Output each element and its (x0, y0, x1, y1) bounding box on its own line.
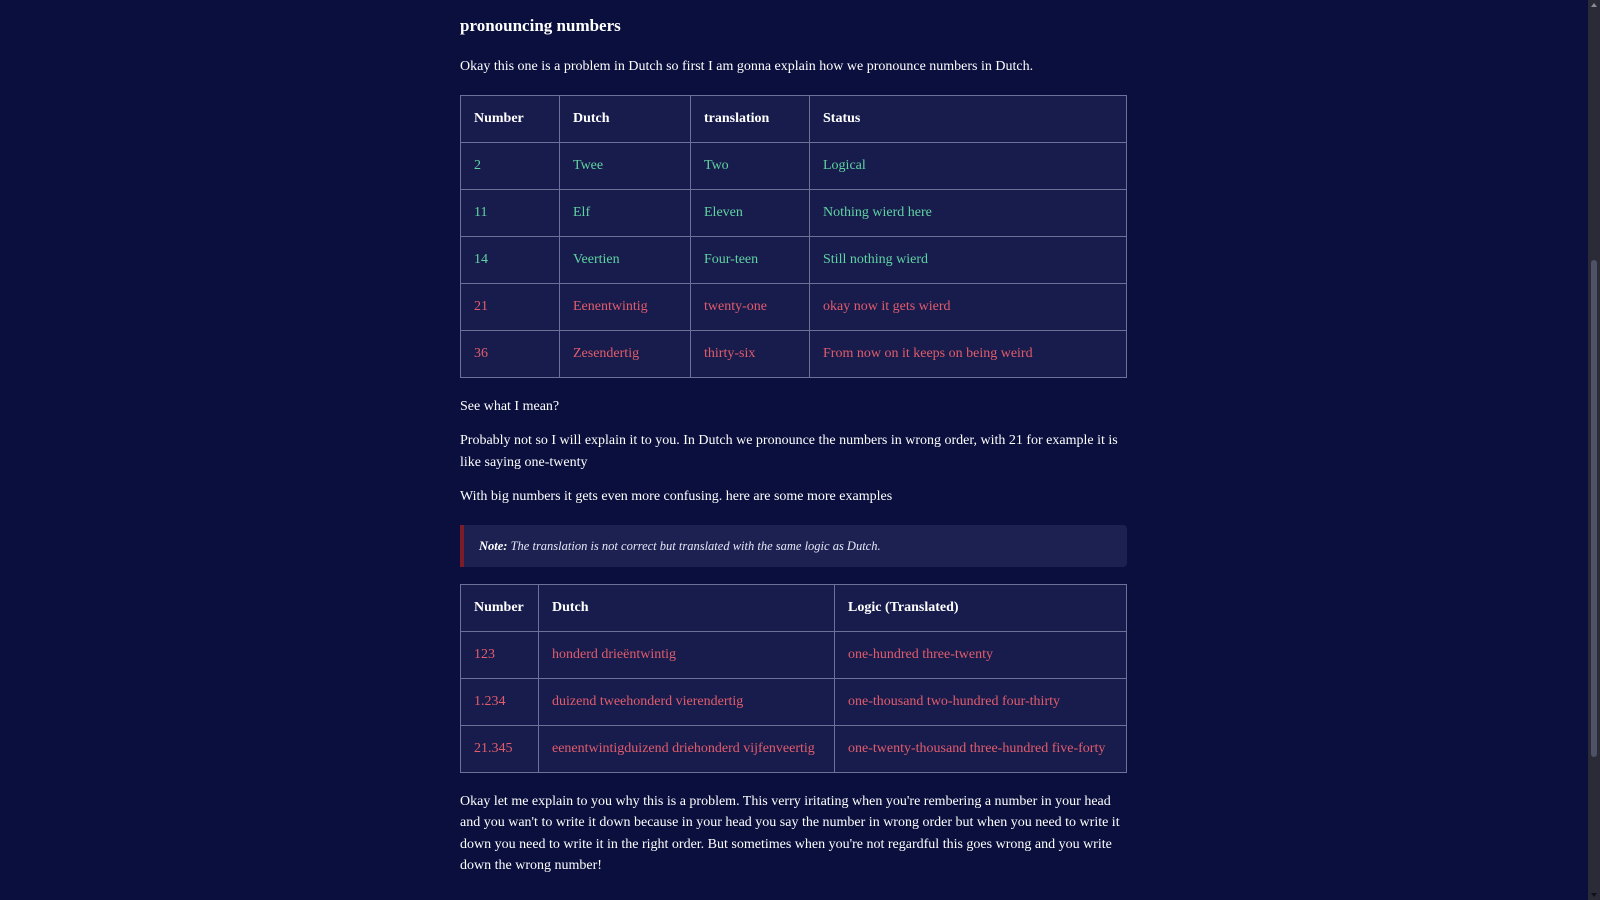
scroll-thumb[interactable] (1591, 260, 1597, 757)
scroll-up-arrow-icon[interactable] (1591, 3, 1597, 7)
cell-status: Logical (810, 142, 1127, 189)
header-number: Number (461, 584, 539, 631)
cell-number: 1.234 (461, 678, 539, 725)
table-row (461, 236, 1127, 283)
cell-translation: thirty-six (691, 330, 810, 377)
scroll-down-arrow-icon[interactable] (1591, 893, 1597, 897)
cell-logic: one-hundred three-twenty (835, 631, 1127, 678)
cell-status: Nothing wierd here (810, 189, 1127, 236)
header-status: Status (810, 95, 1127, 142)
table-header-row (461, 95, 1127, 142)
cell-translation: Four-teen (691, 236, 810, 283)
note-text: The translation is not correct but translated with the same logic as Dutch. (507, 538, 881, 553)
cell-dutch: Zesendertig (560, 330, 691, 377)
cell-status: Still nothing wierd (810, 236, 1127, 283)
table-row (461, 330, 1127, 377)
cell-number: 14 (461, 236, 560, 283)
table-row (461, 142, 1127, 189)
note-callout (460, 525, 1127, 567)
header-dutch: Dutch (560, 95, 691, 142)
cell-dutch: duizend tweehonderd vierendertig (539, 678, 835, 725)
cell-dutch: eenentwintigduizend driehonderd vijfenveertig (539, 725, 835, 772)
cell-logic: one-twenty-thousand three-hundred five-forty (835, 725, 1127, 772)
table-row (461, 678, 1127, 725)
cell-number: 11 (461, 189, 560, 236)
section-title: pronouncing numbers (460, 16, 621, 35)
cell-translation: twenty-one (691, 283, 810, 330)
cell-number: 21 (461, 283, 560, 330)
article-content (460, 0, 1127, 877)
see-paragraph: See what I mean? (460, 398, 560, 414)
cell-dutch: Twee (560, 142, 691, 189)
table-row (461, 725, 1127, 772)
header-logic: Logic (Translated) (835, 584, 1127, 631)
cell-dutch: honderd drieëntwintig (539, 631, 835, 678)
big-numbers-table (460, 584, 1127, 773)
table-row (461, 631, 1127, 678)
table-row (461, 283, 1127, 330)
cell-number: 123 (461, 631, 539, 678)
header-translation: translation (691, 95, 810, 142)
cell-dutch: Eenentwintig (560, 283, 691, 330)
explain-paragraph: Probably not so I will explain it to you. In Dutch we pronounce the numbers in wrong order, with 21 for example it is like saying one-twenty (460, 433, 1118, 470)
pronunciation-table (460, 95, 1127, 378)
intro-paragraph: Okay this one is a problem in Dutch so first I am gonna explain how we pronounce numbers in Dutch. (460, 59, 1034, 74)
cell-dutch: Elf (560, 189, 691, 236)
cell-number: 36 (461, 330, 560, 377)
vertical-scrollbar[interactable] (1588, 0, 1600, 900)
header-dutch: Dutch (539, 584, 835, 631)
cell-logic: one-thousand two-hundred four-thirty (835, 678, 1127, 725)
note-label: Note: (479, 538, 508, 553)
big-numbers-paragraph: With big numbers it gets even more confusing. here are some more examples (460, 489, 893, 504)
table-header-row (461, 584, 1127, 631)
cell-dutch: Veertien (560, 236, 691, 283)
table-row (461, 189, 1127, 236)
cell-status: From now on it keeps on being weird (810, 330, 1127, 377)
header-number: Number (461, 95, 560, 142)
cell-translation: Eleven (691, 189, 810, 236)
cell-translation: Two (691, 142, 810, 189)
cell-number: 21.345 (461, 725, 539, 772)
cell-number: 2 (461, 142, 560, 189)
final-paragraph: Okay let me explain to you why this is a problem. This verry iritating when you're rembering a number in your head and you wan't to write it down because in your head you say the number in wrong order but when you need to write it down you need to write it in the right order. But sometimes when you're not regardful this goes wrong and you write down the wrong number! (460, 793, 1120, 873)
cell-status: okay now it gets wierd (810, 283, 1127, 330)
